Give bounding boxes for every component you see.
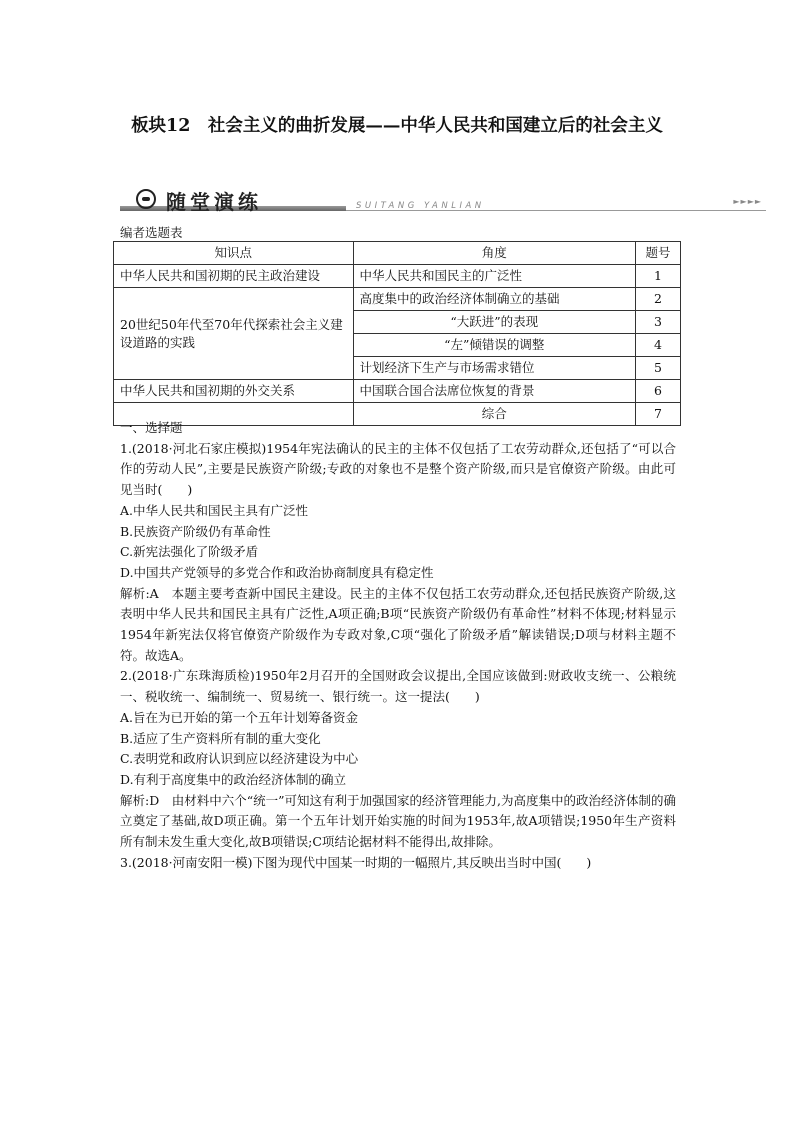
q1-option-c: C.新宪法强化了阶级矛盾 [120,544,259,560]
page-title: 板块12 社会主义的曲折发展——中华人民共和国建立后的社会主义 [131,116,663,136]
num-cell: 2 [636,288,681,311]
q2-option-c: C.表明党和政府认识到应以经济建设为中心 [120,751,359,767]
topic-cell: 中华人民共和国初期的民主政治建设 [114,265,354,288]
angle-cell: 中华人民共和国民主的广泛性 [353,265,635,288]
table-row [114,265,681,288]
q2-option-d: D.有利于高度集中的政治经济体制的确立 [120,771,347,787]
section-banner [120,187,766,213]
table-row [114,288,681,311]
banner-subtitle: SUITANG YANLIAN [356,201,485,211]
angle-cell: 综合 [353,403,635,426]
section-heading: 一、选择题 [120,420,183,435]
question-body [120,418,676,873]
header-angle: 角度 [353,242,635,265]
q3-stem: 3.(2018·河南安阳一模)下图为现代中国某一时期的一幅照片,其反映出当时中国( ) [120,854,592,870]
num-cell: 1 [636,265,681,288]
table-row [114,380,681,403]
q2-stem: 2.(2018·广东珠海质检)1950年2月召开的全国财政会议提出,全国应该做到:财政收支统一、公粮统一、税收统一、编制统一、贸易统一、银行统一。这一提法( ) [120,668,676,705]
q1-analysis: 解析:A 本题主要考查新中国民主建设。民主的主体不仅包括工农劳动群众,还包括民族资产阶级,这表明中华人民共和国民主具有广泛性,A项正确;B项“民族资产阶级仍有革命性”材料不体现;材料显示1954年新宪法仅将官僚资产阶级作为专政对象,C项“强化了阶级矛盾”解读错误;D项与材料主题不符。故选A。 [120,585,676,663]
num-cell: 3 [636,311,681,334]
topic-cell: 20世纪50年代至70年代探索社会主义建设道路的实践 [114,288,354,380]
banner-label: 随堂演练 [166,190,262,214]
q2-option-b: B.适应了生产资料所有制的重大变化 [120,730,321,746]
topic-cell: 中华人民共和国初期的外交关系 [114,380,354,403]
table-caption: 编者选题表 [120,225,183,240]
header-topic: 知识点 [114,242,354,265]
q1-option-b: B.民族资产阶级仍有革命性 [120,523,271,539]
topic-table [113,241,681,426]
num-cell: 6 [636,380,681,403]
angle-cell: 计划经济下生产与市场需求错位 [353,357,635,380]
target-icon [136,189,156,209]
q1-option-d: D.中国共产党领导的多党合作和政治协商制度具有稳定性 [120,564,434,580]
q2-option-a: A.旨在为已开始的第一个五年计划筹备资金 [120,709,359,725]
num-cell: 5 [636,357,681,380]
angle-cell: 高度集中的政治经济体制确立的基础 [353,288,635,311]
arrows-icon: ►►►► [733,197,762,206]
table-header-row [114,242,681,265]
header-num: 题号 [636,242,681,265]
num-cell: 7 [636,403,681,426]
q2-analysis: 解析:D 由材料中六个“统一”可知这有利于加强国家的经济管理能力,为高度集中的政治经济体制的确立奠定了基础,故D项正确。第一个五年计划开始实施的时间为1953年,故A项错误;1950年生产资料所有制未发生重大变化,故B项错误;C项结论据材料不能得出,故排除。 [120,792,676,850]
num-cell: 4 [636,334,681,357]
q1-stem: 1.(2018·河北石家庄模拟)1954年宪法确认的民主的主体不仅包括了工农劳动群众,还包括了“可以合作的劳动人民”,主要是民族资产阶级;专政的对象也不是整个资产阶级,而只是官僚资产阶级。由此可见当时( ) [120,440,676,498]
q1-option-a: A.中华人民共和国民主具有广泛性 [120,502,309,518]
angle-cell: “大跃进”的表现 [353,311,635,334]
angle-cell: “左”倾错误的调整 [353,334,635,357]
angle-cell: 中国联合国合法席位恢复的背景 [353,380,635,403]
